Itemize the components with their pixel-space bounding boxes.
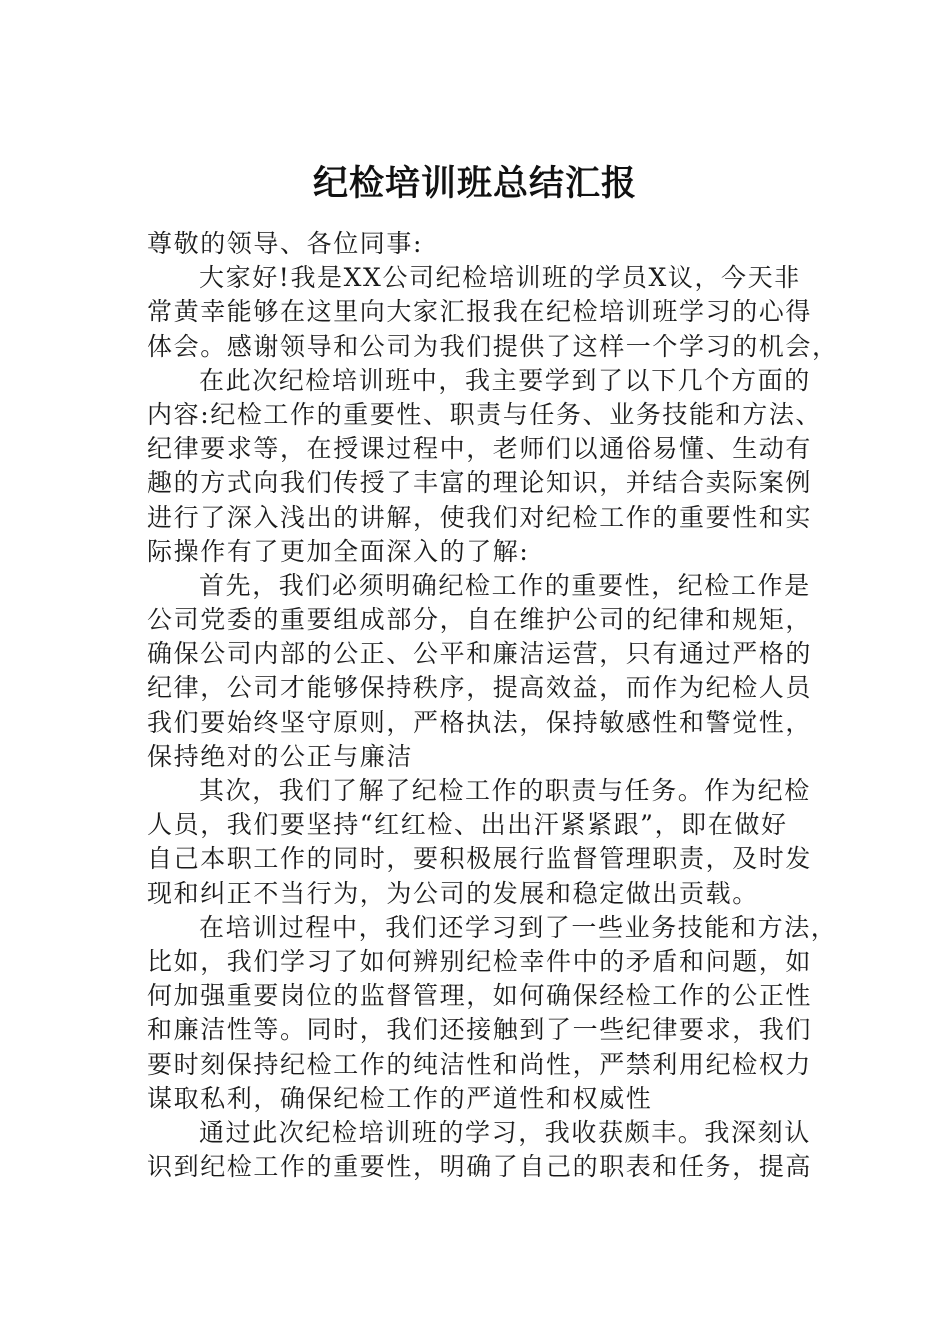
body-line: 谋取私利，确保纪检工作的严道性和权威性 — [147, 1083, 653, 1113]
body-line: 和廉洁性等。同时，我们还接触到了一些纪律要求，我们 — [147, 1015, 813, 1045]
body-line: 识到纪检工作的重要性，明确了自己的职表和任务，提高 — [147, 1152, 813, 1182]
body-line: 首先，我们必须明确纪检工作的重要性，纪检工作是 — [199, 570, 811, 600]
body-line: 我们要始终坚守原则，严格执法，保持敏感性和警觉性， — [147, 707, 813, 737]
document-body — [147, 227, 839, 1184]
body-line: 自己本职工作的同时，要积极展行监督管理职责，及时发 — [147, 844, 813, 874]
document-title: 纪检培训班总结汇报 — [312, 163, 637, 204]
body-line: 何加强重要岗位的监督管理，如何确保经检工作的公正性 — [147, 981, 813, 1011]
body-line: 进行了深入浅出的讲解，使我们对纪检工作的重要性和实 — [147, 502, 813, 532]
body-line: 在此次纪检培训班中，我主要学到了以下几个方面的 — [199, 365, 811, 395]
body-line: 确保公司内部的公正、公平和廉洁运营，只有通过严格的 — [147, 639, 813, 669]
body-line: 人员，我们要坚持“红红检、出出汗紧紧跟”，即在做好 — [147, 810, 788, 840]
body-line: 常黄幸能够在这里向大家汇报我在纪检培训班学习的心得 — [147, 297, 813, 327]
body-line: 大家好!我是XX公司纪检培训班的学员X议，今天非 — [199, 263, 801, 293]
body-line: 尊敬的领导、各位同事: — [147, 229, 424, 258]
body-line: 比如，我们学习了如何辨别纪检幸件中的矛盾和问题，如 — [147, 946, 813, 976]
body-line: 通过此次纪检培训班的学习，我收获颇丰。我深刻认 — [199, 1117, 811, 1147]
body-line: 保持绝对的公正与廉洁 — [147, 741, 414, 771]
body-line: 际操作有了更加全面深入的了解: — [147, 536, 530, 566]
body-line: 内容:纪检工作的重要性、职责与任务、业务技能和方法、 — [147, 399, 823, 429]
body-line: 纪律，公司才能够保持秩序，提高效益，而作为纪检人员 — [147, 673, 813, 703]
body-line: 公司党委的重要组成部分，自在维护公司的纪律和规矩， — [147, 605, 813, 635]
body-line: 在培训过程中，我们还学习到了一些业务技能和方法， — [199, 912, 838, 942]
body-line: 体会。感谢领导和公司为我们提供了这样一个学习的机会， — [147, 331, 839, 361]
body-line: 趣的方式向我们传授了丰富的理论知识，并结合卖际案例 — [147, 468, 813, 498]
body-line: 纪律要求等，在授课过程中，老师们以通俗易懂、生动有 — [147, 434, 813, 464]
body-line: 现和纠正不当行为，为公司的发展和稳定做出贡载。 — [147, 878, 759, 908]
body-line: 要时刻保持纪检工作的纯洁性和尚性，严禁利用纪检权力 — [147, 1049, 813, 1079]
body-line: 其次，我们了解了纪检工作的职责与任务。作为纪检 — [199, 776, 811, 805]
